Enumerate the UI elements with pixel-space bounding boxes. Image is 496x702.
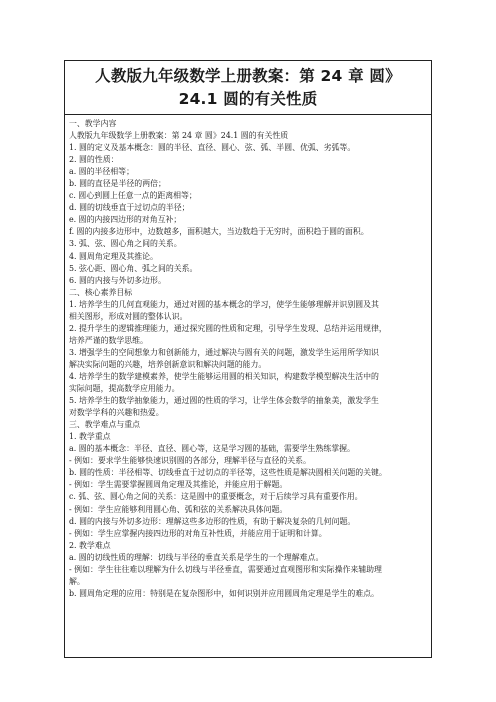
text-line: - 例如：学生需要掌握圆周角定理及其推论，并能应用于解题。 bbox=[69, 480, 288, 490]
document-body bbox=[65, 115, 431, 600]
text-line: 对数学学科的兴趣和热爱。 bbox=[69, 408, 164, 418]
text-line: f. 圆的内接多边形中，边数越多，面积越大，当边数趋于无穷时，面积趋于圆的面积。 bbox=[69, 227, 369, 237]
text-line: 2. 圆的性质： bbox=[69, 155, 119, 165]
text-line: 1. 教学重点 bbox=[69, 432, 111, 442]
text-line: d. 圆的切线垂直于过切点的半径； bbox=[69, 203, 190, 213]
text-line: b. 圆的直径是半径的两倍； bbox=[69, 179, 166, 189]
text-line: 解。 bbox=[69, 576, 85, 586]
text-line: 实际问题，提高数学应用能力。 bbox=[69, 384, 180, 394]
text-line: d. 圆的内接与外切多边形：理解这些多边形的性质，有助于解决复杂的几何问题。 bbox=[69, 516, 356, 526]
text-line: - 例如：学生应掌握内接四边形的对角互补性质，并能应用于证明和计算。 bbox=[69, 528, 327, 538]
text-line: 解决实际问题的兴趣，培养创新意识和解决问题的能力。 bbox=[69, 359, 267, 369]
text-line: b. 圆的性质：半径相等、切线垂直于过切点的半径等，这些性质是解决圆相关问题的关键。 bbox=[69, 468, 387, 478]
text-line: - 例如：要求学生能够快速识别圆的各部分，理解半径与直径的关系。 bbox=[69, 456, 311, 466]
text-line: 三、教学难点与重点 bbox=[69, 420, 141, 430]
text-line: 培养严谨的数学思维。 bbox=[69, 335, 148, 345]
text-line: a. 圆的切线性质的理解：切线与半径的垂直关系是学生的一个理解难点。 bbox=[69, 552, 324, 562]
text-line: 3. 增强学生的空间想象力和创新能力，通过解决与圆有关的问题，激发学生运用所学知识 bbox=[69, 347, 379, 357]
text-line: 4. 圆周角定理及其推论。 bbox=[69, 251, 158, 261]
text-line: 2. 教学难点 bbox=[69, 540, 111, 550]
text-line: - 例如：学生应能够利用圆心角、弧和弦的关系解决具体问题。 bbox=[69, 504, 288, 514]
text-line: 6. 圆的内接与外切多边形。 bbox=[69, 275, 166, 285]
text-line: 2. 提升学生的逻辑推理能力，通过探究圆的性质和定理，引导学生发现、总结并运用规律， bbox=[69, 323, 387, 333]
text-line: 一、教学内容 bbox=[69, 119, 117, 128]
text-line: 4. 培养学生的数学建模素养，使学生能够运用圆的相关知识，构建数学模型解决生活中的 bbox=[69, 371, 379, 381]
text-line: 1. 圆的定义及基本概念：圆的半径、直径、圆心、弦、弧、半圆、优弧、劣弧等。 bbox=[69, 143, 356, 153]
document-sheet bbox=[64, 60, 432, 658]
text-line: 5. 弦心距、圆心角、弧之间的关系。 bbox=[69, 263, 198, 273]
document-subtitle: 24.1 圆的有关性质 bbox=[178, 90, 318, 108]
text-line: 5. 培养学生的数学抽象能力，通过圆的性质的学习，让学生体会数学的抽象美，激发学生 bbox=[69, 396, 379, 406]
text-line: c. 弧、弦、圆心角之间的关系：这是圆中的重要概念，对于后续学习具有重要作用。 bbox=[69, 492, 363, 502]
text-line: 3. 弧、弦、圆心角之间的关系。 bbox=[69, 239, 182, 249]
text-line: e. 圆的内接四边形的对角互补； bbox=[69, 215, 182, 225]
text-line: 人教版九年级数学上册教案：第 24 章 圆》24.1 圆的有关性质 bbox=[69, 131, 289, 141]
text-line: 二、核心素养目标 bbox=[69, 287, 133, 297]
text-line: a. 圆的基本概念：半径、直径、圆心等，这是学习圆的基础，需要学生熟练掌握。 bbox=[69, 444, 355, 454]
text-line: a. 圆的半径相等； bbox=[69, 167, 134, 177]
text-line: b. 圆周角定理的应用：特别是在复杂图形中，如何识别并应用圆周角定理是学生的难点。 bbox=[69, 588, 379, 598]
text-line: 1. 培养学生的几何直观能力，通过对圆的基本概念的学习，使学生能够理解并识别圆及其 bbox=[69, 299, 379, 309]
document-title: 人教版九年级数学上册教案：第 24 章 圆》 bbox=[95, 67, 401, 85]
title-box bbox=[65, 61, 431, 115]
text-line: c. 圆心到圆上任意一点的距离相等； bbox=[69, 191, 197, 201]
text-line: - 例如：学生往往难以理解为什么切线与半径垂直，需要通过直观图形和实际操作来辅助理 bbox=[69, 564, 382, 574]
text-line: 相关图形，形成对圆的整体认识。 bbox=[69, 311, 188, 321]
